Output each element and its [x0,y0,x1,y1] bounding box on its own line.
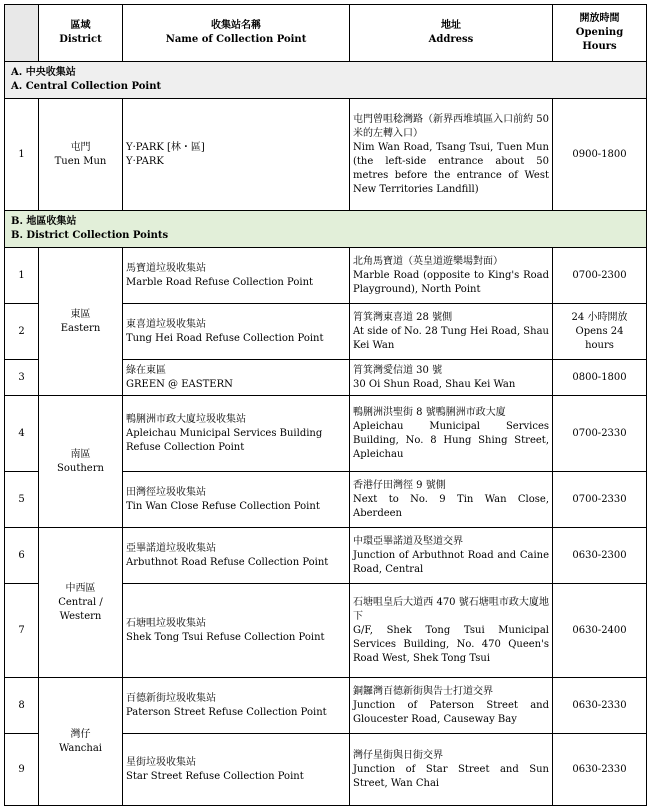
row-number: 9 [5,734,39,806]
district-zh: 屯門 [70,141,91,153]
opening-hours [553,304,647,360]
table-row [5,528,647,584]
district-en: Southern [57,462,104,474]
name-zh: 東喜道垃圾收集站 [126,318,206,330]
address-en: At side of No. 28 Tung Hei Road, Shau Kei Wan [353,325,549,351]
district-en: Tuen Mun [54,155,107,167]
opening-hours: 0700-2330 [553,396,647,472]
district-en-2: Western [59,610,102,622]
name-en: Paterson Street Refuse Collection Point [126,706,327,718]
collection-point-address [350,528,553,584]
section-a-title-en: A. Central Collection Point [11,81,162,92]
address-zh: 北角馬寶道（英皇道遊樂場對面） [353,255,503,267]
address-en: Next to No. 9 Tin Wan Close, Aberdeen [353,493,549,519]
district-en: Wanchai [58,742,102,754]
row-number: 7 [5,584,39,678]
address-en: Apleichau Municipal Services Building, No. 8 Hung Shing Street, Apleichau [353,420,549,460]
collection-point-name [123,360,350,396]
opening-hours: 0630-2330 [553,678,647,734]
address-zh: 灣仔星街與日街交界 [353,749,443,761]
district-zh: 灣仔 [70,728,91,740]
header-address-zh: 地址 [441,20,461,31]
collection-point-name [123,734,350,806]
hours-line-3: hours [585,339,614,351]
name-en: Y·PARK [126,155,164,167]
collection-point-name [123,528,350,584]
opening-hours: 0630-2330 [553,734,647,806]
row-number: 1 [5,99,39,211]
name-zh: 馬寶道垃圾收集站 [126,262,206,274]
opening-hours: 0800-1800 [553,360,647,396]
district-en-1: Central / [58,596,103,608]
address-zh: 銅鑼灣百德新街與告士打道交界 [353,685,493,697]
document-page [4,4,647,806]
address-en: Junction of Paterson Street and Gloucester Road, Causeway Bay [353,699,549,725]
name-en: Tin Wan Close Refuse Collection Point [126,500,320,512]
collection-point-name [123,304,350,360]
row-number: 3 [5,360,39,396]
header-hours-en-2: Hours [582,41,617,52]
table-header-row [5,5,647,62]
table-row [5,248,647,304]
row-number: 6 [5,528,39,584]
name-en: Arbuthnot Road Refuse Collection Point [126,556,329,568]
collection-point-address [350,734,553,806]
row-number: 5 [5,472,39,528]
table-row [5,678,647,734]
address-en: Junction of Arbuthnot Road and Caine Road, Central [353,549,549,575]
address-zh: 屯門曾咀稔灣路（新界西堆填區入口前約 50 米的左轉入口） [353,113,549,139]
header-district-en: District [59,34,102,45]
address-zh: 香港仔田灣徑 9 號側 [353,479,446,491]
district-eastern [39,248,123,396]
address-en: Marble Road (opposite to King's Road Playground), North Point [353,269,549,295]
collection-point-address [350,396,553,472]
name-zh: 星街垃圾收集站 [126,756,196,768]
address-zh: 筲箕灣東喜道 28 號側 [353,311,453,323]
district-en: Eastern [60,322,101,334]
collection-point-name [123,584,350,678]
address-en: Nim Wan Road, Tsang Tsui, Tuen Mun (the left-side entrance about 50 metres before the entrance of West New Territories Landfill) [353,141,549,195]
row-number: 2 [5,304,39,360]
district-southern [39,396,123,528]
hours-line-1: 24 小時開放 [571,311,628,323]
hours-line-2: Opens 24 [575,325,624,337]
name-en: Apleichau Municipal Services Building Refuse Collection Point [126,427,323,453]
header-number-cell [5,5,39,62]
opening-hours: 0700-2300 [553,248,647,304]
name-en: Shek Tong Tsui Refuse Collection Point [126,631,325,643]
address-en: Junction of Star Street and Sun Street, Wan Chai [353,763,549,789]
district-zh: 東區 [70,308,91,320]
address-zh: 中環亞畢諾道及堅道交界 [353,535,463,547]
section-b-title-zh: B. 地區收集站 [11,216,77,227]
collection-point-address [350,678,553,734]
collection-point-address [350,99,553,211]
address-zh: 筲箕灣愛信道 30 號 [353,364,443,376]
section-b-row [5,211,647,248]
opening-hours: 0630-2400 [553,584,647,678]
row-number: 1 [5,248,39,304]
collection-point-name [123,678,350,734]
name-zh: 田灣徑垃圾收集站 [126,486,206,498]
collection-point-name [123,99,350,211]
district-tuen-mun [39,99,123,211]
header-address [350,5,553,62]
collection-point-address [350,360,553,396]
collection-point-name [123,396,350,472]
name-en: GREEN @ EASTERN [126,378,233,390]
name-zh: 綠在東區 [126,364,166,376]
name-zh: Y·PARK [林・區] [126,141,205,153]
opening-hours: 0700-2330 [553,472,647,528]
row-number: 8 [5,678,39,734]
section-a-title [5,62,647,99]
header-district-zh: 區域 [70,20,91,31]
district-zh: 中西區 [65,582,96,594]
opening-hours: 0900-1800 [553,99,647,211]
district-zh: 南區 [70,448,91,460]
name-en: Star Street Refuse Collection Point [126,770,304,782]
address-zh: 石塘咀皇后大道西 470 號石塘咀市政大廈地下 [353,596,549,622]
name-zh: 鴨脷洲市政大廈垃圾收集站 [126,413,246,425]
name-zh: 百德新街垃圾收集站 [126,692,216,704]
district-wanchai [39,678,123,806]
header-district [39,5,123,62]
address-en: 30 Oi Shun Road, Shau Kei Wan [353,378,516,390]
name-zh: 石塘咀垃圾收集站 [126,617,206,629]
name-zh: 亞畢諾道垃圾收集站 [126,542,216,554]
name-en: Marble Road Refuse Collection Point [126,276,314,288]
address-zh: 鴨脷洲洪聖街 8 號鴨脷洲市政大廈 [353,406,506,418]
address-en: G/F, Shek Tong Tsui Municipal Services Building, No. 470 Queen's Road West, Shek Tong Tsui [353,624,549,664]
collection-point-name [123,472,350,528]
collection-point-address [350,304,553,360]
collection-points-table [4,4,647,806]
header-name-zh: 收集站名稱 [211,20,261,31]
header-hours-zh: 開放時間 [579,13,620,24]
section-a-title-zh: A. 中央收集站 [11,67,76,78]
section-b-title [5,211,647,248]
collection-point-address [350,248,553,304]
header-hours [553,5,647,62]
header-name-en: Name of Collection Point [165,34,307,45]
section-a-row [5,62,647,99]
table-row [5,396,647,472]
collection-point-name [123,248,350,304]
table-row [5,99,647,211]
name-en: Tung Hei Road Refuse Collection Point [126,332,324,344]
header-name [123,5,350,62]
section-b-title-en: B. District Collection Points [11,230,169,241]
district-central-western [39,528,123,678]
opening-hours: 0630-2300 [553,528,647,584]
header-address-en: Address [428,34,474,45]
header-hours-en-1: Opening [575,27,624,38]
row-number: 4 [5,396,39,472]
collection-point-address [350,472,553,528]
collection-point-address [350,584,553,678]
